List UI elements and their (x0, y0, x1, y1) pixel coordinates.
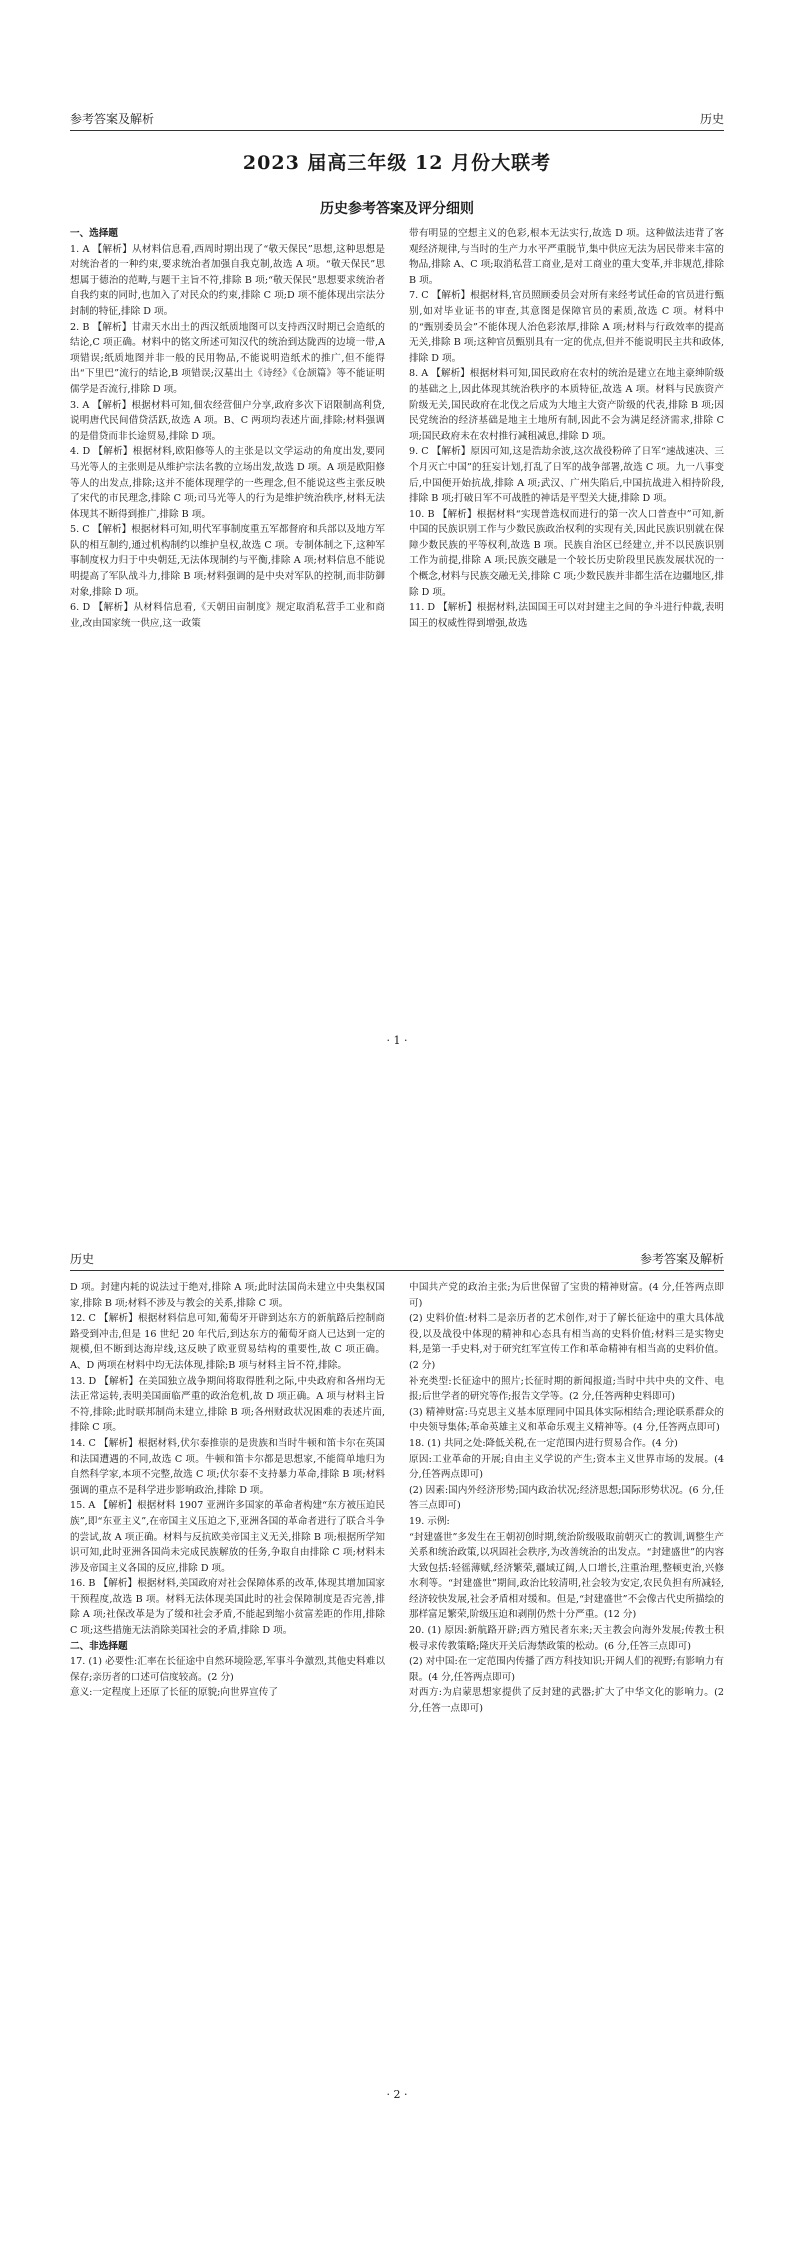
answer-paragraph: 19. 示例: (409, 1515, 450, 1527)
answer-paragraph: 1. A 【解析】从材料信息看,西周时期出现了“敬天保民”思想,这种思想是对统治者的一种约束,要求统治者加强自我克制,故选 A 项。“敬天保民”思想属于德治的范畴,与题干主旨不符,排除 B 项;“敬天保民”思想要求统治者自我约束的同时,也加入了对民众的约束,排除 C 项;D 项不能体现出宗法分封制的特征,排除 D 项。 (70, 243, 385, 317)
header-right: 历史 (699, 112, 724, 126)
answer-paragraph: 8. A 【解析】根据材料可知,国民政府在农村的统治是建立在地主豪绅阶级的基础之上,因此体现其统治秩序的本质特征,故选 A 项。材料与民族资产阶级无关,国民政府在北伐之后成为大地主大资产阶级的代表,排除 B 项;因民党统治的经济基础是地主土地所有制,因此不会为满足经济需求,排除 C 项;国民政府未在农村推行减租减息,排除 D 项。 (409, 368, 724, 442)
answer-paragraph: 对西方:为启蒙思想家提供了反封建的武器;扩大了中华文化的影响力。(2 分,任答一点即可) (409, 1687, 724, 1715)
document-title: 2023 届高三年级 12 月份大联考 (242, 152, 552, 174)
answer-paragraph: 18. (1) 共同之处:降低关税,在一定范围内进行贸易合作。(4 分) (409, 1437, 678, 1449)
answer-paragraph: 16. B 【解析】根据材料,美国政府对社会保障体系的改革,体现其增加国家干预程度,故选 B 项。材料无法体现美国此时的社会保障制度是否完善,排除 A 项;社保改革是为了缓和社会矛盾,不能起到缩小贫富差距的作用,排除 C 项;这些措施无法消除美国社会的矛盾,排除 D 项。 (70, 1578, 385, 1637)
answer-paragraph: 意义:一定程度上还原了长征的原貌;向世界宣传了 (70, 1687, 278, 1699)
two-column-body (70, 1280, 724, 2080)
page-number: · 2 · (386, 2088, 408, 2101)
answer-paragraph: 2. B 【解析】甘肃天水出土的西汉纸质地图可以支持西汉时期已会造纸的结论,C 项正确。材料中的铭文所述可知汉代的统治到达陇西的边境一带,A 项错误;纸质地图并非一般的民用物品,不能说明造纸术的推广,但不能得出“下里巴”流行的结论,B 项错误;汉墓出土《诗经》《仓颉篇》等不能证明儒学是否流行,排除 D 项。 (70, 321, 385, 395)
section-heading: 一、选择题 (70, 228, 118, 239)
answer-paragraph: (2) 对中国:在一定范围内传播了西方科技知识;开阔人们的视野;有影响力有限。(4 分,任答两点即可) (409, 1656, 724, 1683)
right-column (409, 1280, 724, 2080)
header-left: 参考答案及解析 (70, 112, 155, 126)
answer-paragraph: 带有明显的空想主义的色彩,根本无法实行,故选 D 项。这种做法违背了客观经济规律,与当时的生产力水平严重脱节,集中供应无法为居民带来丰富的物品,排除 A、C 项;取消私营工商业,是对工商业的重大变革,并非规范,排除 B 项。 (409, 228, 724, 286)
answer-paragraph: 3. A 【解析】根据材料可知,佃农经营佃户分享,政府多次下诏限制高利贷,说明唐代民间借贷活跃,故选 A 项。B、C 两项均表述片面,排除;材料强调的是借贷而非长途贸易,排除 D 项。 (70, 399, 385, 442)
two-column-body (70, 226, 724, 1026)
header-left: 历史 (70, 1252, 95, 1266)
answer-paragraph: 原因:工业革命的开展;自由主义学说的产生;资本主义世界市场的发展。(4 分,任答两点即可) (409, 1453, 724, 1481)
answer-paragraph: 5. C 【解析】根据材料可知,明代军事制度重五军都督府和兵部以及地方军队的相互制约,通过机构制约以维护皇权,故选 C 项。专制体制之下,这种军事制度权力归于中央朝廷,无法体现制约与平衡,排除 A 项;材料信息不能说明提高了军队战斗力,排除 B 项;材料强调的是中央对军队的控制,而非防御对象,排除 D 项。 (70, 524, 385, 598)
answer-paragraph: 9. C 【解析】原因可知,这是浩劫余波,这次战役粉碎了日军“速战速决、三个月灭亡中国”的狂妄计划,打乱了日军的战争部署,故选 C 项。九一八事变后,中国便开始抗战,排除 A 项;武汉、广州失陷后,中国抗战进入相持阶段,排除 B 项;打破日军不可战胜的神话是平型关大捷,排除 D 项。 (409, 446, 724, 505)
left-column (70, 226, 385, 1026)
answer-paragraph: 中国共产党的政治主张;为后世保留了宝贵的精神财富。(4 分,任答两点即可) (409, 1282, 724, 1309)
answer-paragraph: 补充类型:长征途中的照片;长征时期的新闻报道;当时中共中央的文件、电报;后世学者的研究等作;报告文学等。(2 分,任答两种史料即可) (409, 1375, 724, 1403)
answer-paragraph: 7. C 【解析】根据材料,官员照顾委员会对所有来经考试任命的官员进行甄别,如对毕业证书的审查,其意图是保障官员的素质,故选 C 项。材料中的“甄别委员会”不能体现人治色彩浓厚,排除 A 项;材料与行政效率的提高无关,排除 B 项;这种官员甄别具有一定的优点,但并不能说明民主共和政体,排除 D 项。 (409, 290, 724, 364)
answer-paragraph: (2) 史料价值:材料二是亲历者的艺术创作,对于了解长征途中的重大具体战役,以及战役中体现的精神和心态具有相当高的史料价值;材料三是实物史料,是第一手史料,对于研究红军宣传工作和革命精神有相当高的史料价值。(2 分) (409, 1313, 724, 1371)
answer-paragraph: 17. (1) 必要性:汇率在长征途中自然环境险恶,军事斗争激烈,其他史料难以保存;亲历者的口述可信度较高。(2 分) (70, 1656, 385, 1683)
answer-paragraph: 14. C 【解析】根据材料,伏尔泰推崇的是贵族和当时牛顿和笛卡尔在英国和法国遭遇的不同,故选 C 项。牛顿和笛卡尔都是思想家,不能简单地归为自然科学家,本项不完整,故选 C 项;伏尔泰不支持暴力革命,排除 B 项;材料强调的重点不是科学进步影响政治,排除 D 项。 (70, 1437, 385, 1496)
answer-paragraph: “封建盛世”多发生在王朝初创时期,统治阶级吸取前朝灭亡的教训,调整生产关系和统治政策,以巩固社会秩序,为改善统治的出发点。“封建盛世”的内容大致包括:轻徭薄赋,经济繁荣,疆域辽阔,人口增长,注重治理,整顿吏治,兴修水利等。“封建盛世”期间,政治比较清明,社会较为安定,农民负担有所减轻,经济较快发展,社会矛盾相对缓和。但是,“封建盛世”不会像古代史所描绘的那样富足繁荣,阶级压迫和剥削仍然十分严重。(12 分) (409, 1531, 724, 1621)
answer-paragraph: 20. (1) 原因:新航路开辟;西方殖民者东来;天主教会向海外发展;传教士积极寻求传教策略;隆庆开关后海禁政策的松动。(6 分,任答三点即可) (409, 1625, 724, 1652)
answer-paragraph: D 项。封建内耗的说法过于绝对,排除 A 项;此时法国尚未建立中央集权国家,排除 B 项;材料不涉及与教会的关系,排除 C 项。 (70, 1282, 385, 1309)
answer-paragraph: (2) 因素:国内外经济形势;国内政治状况;经济思想;国际形势状况。(6 分,任答三点即可) (409, 1484, 724, 1512)
answer-paragraph: 6. D 【解析】从材料信息看,《天朝田亩制度》规定取消私营手工业和商业,改由国家统一供应,这一政策 (70, 602, 385, 629)
page-number: · 1 · (386, 1034, 408, 1047)
document-subtitle: 历史参考答案及评分细则 (320, 201, 474, 217)
header-right: 参考答案及解析 (639, 1252, 724, 1266)
running-header (70, 1248, 724, 1271)
answer-paragraph: (3) 精神财富:马克思主义基本原理同中国具体实际相结合;理论联系群众的中央领导集体;革命英雄主义和革命乐观主义精神等。(4 分,任答两点即可) (409, 1406, 724, 1434)
answer-paragraph: 10. B 【解析】根据材料“实现普选权而进行的第一次人口普查中”可知,新中国的民族识别工作与少数民族政治权利的实现有关,因此民族识别就在保障少数民族的平等权利,故选 B 项。民族自治区已经建立,并不以民族识别工作为前提,排除 A 项;民族交融是一个较长历史阶段里民族发展状况的一个概念,材料与民族交融无关,排除 C 项;少数民族并非都生活在边疆地区,排除 D 项。 (409, 508, 724, 598)
running-header (70, 108, 724, 131)
page-2 (0, 1130, 794, 2247)
left-column (70, 1280, 385, 2080)
section-heading: 二、非选择题 (70, 1640, 128, 1652)
answer-paragraph: 4. D 【解析】根据材料,欧阳修等人的主张是以文学运动的角度出发,要同马光等人的主张则是从维护宗法名教的立场出发,故选 D 项。A 项是欧阳修等人的出发点,排除;这并不能体现理学的一些理念,但不能说这些主张反映了宋代的市民理念,排除 C 项;司马光等人的行为是维护统治秩序,材料无法体现其不断得到推广,排除 B 项。 (70, 446, 385, 520)
answer-paragraph: 11. D 【解析】根据材料,法国国王可以对封建主之间的争斗进行仲裁,表明国王的权威性得到增强,故选 (409, 602, 724, 629)
answer-paragraph: 13. D 【解析】在美国独立战争期间将取得胜利之际,中央政府和各州均无法正常运转,表明美国面临严重的政治危机,故 D 项正确。A 项与材料主旨不符,排除;此时联邦制尚未建立,排除 B 项;各州财政状况困难的表述片面,排除 C 项。 (70, 1375, 385, 1434)
answer-paragraph: 15. A 【解析】根据材料 1907 亚洲许多国家的革命者构建“东方被压迫民族”,即“东亚主义”,在帝国主义压迫之下,亚洲各国的革命者进行了联合斗争的尝试,故 A 项正确。材料与反抗欧美帝国主义无关,排除 B 项;根据所学知识可知,此时亚洲各国尚未完成民族解放的任务,争取自由排除 C 项;材料未涉及帝国主义各国的反应,排除 D 项。 (70, 1500, 385, 1574)
answer-paragraph: 12. C 【解析】根据材料信息可知,葡萄牙开辟到达东方的新航路后控制商路受到冲击,但是 16 世纪 20 年代后,到达东方的葡萄牙商人已达到一定的规模,但不断到达海岸线,这反映了欧亚贸易结构的重要性,故 C 项正确。A、D 两项在材料中均无法体现,排除;B 项与材料主旨不符,排除。 (70, 1313, 385, 1371)
right-column (409, 226, 724, 1026)
